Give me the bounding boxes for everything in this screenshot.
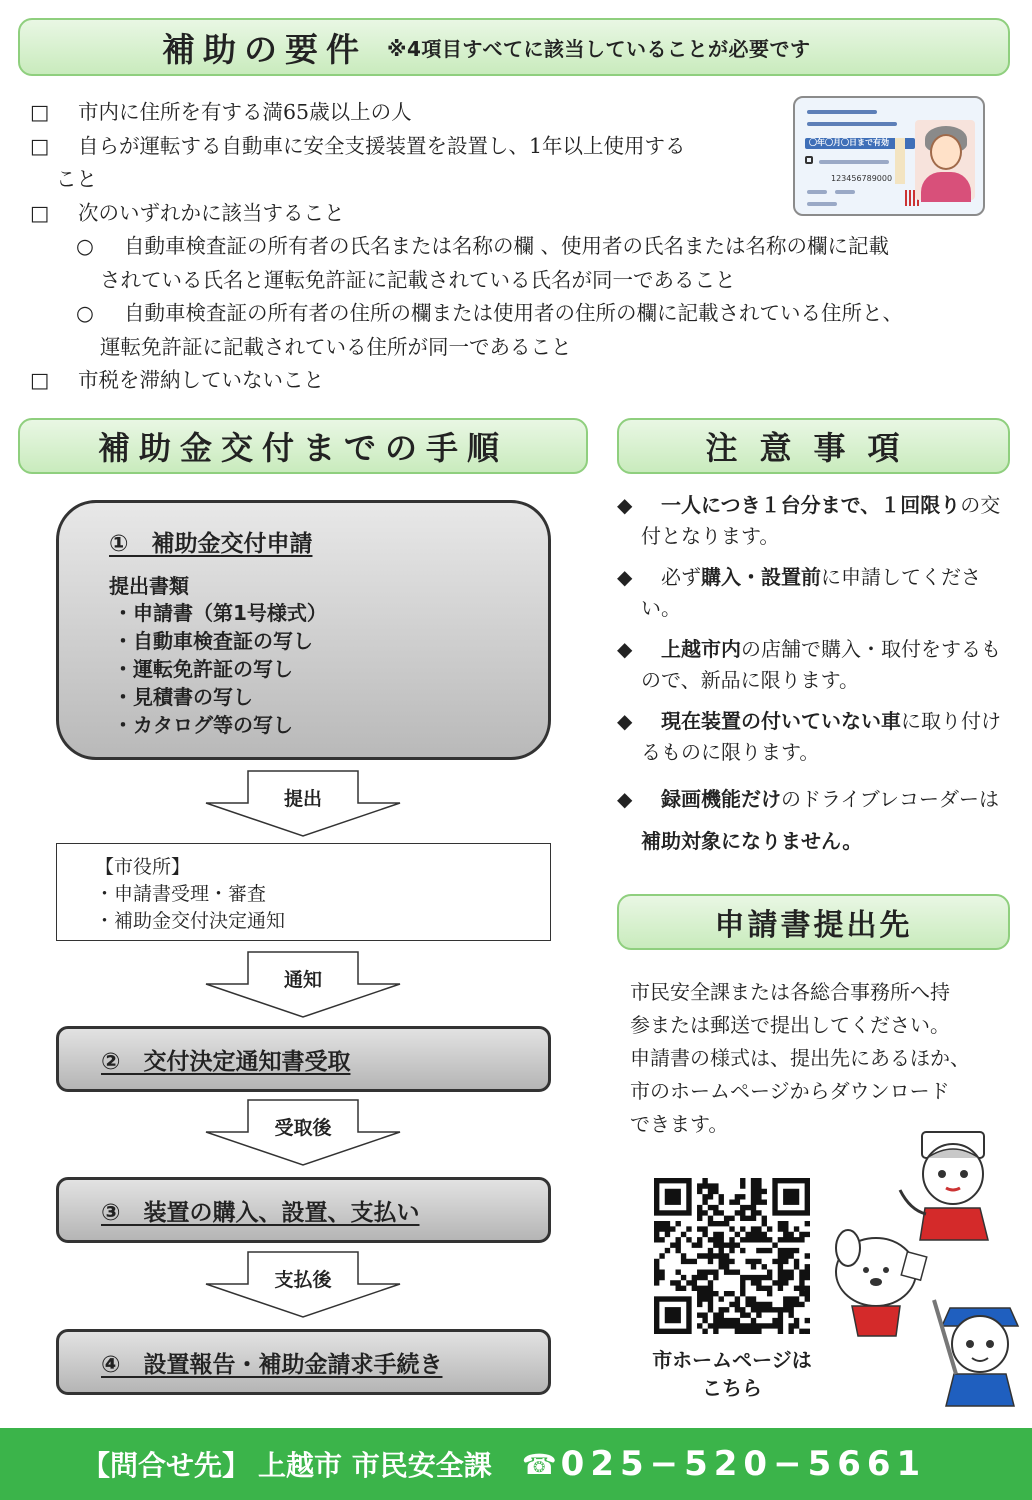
submission-title: 申請書提出先	[714, 908, 913, 943]
circle-symbol: ○	[76, 234, 94, 258]
step-4-report	[56, 1329, 551, 1395]
arrow-label: 支払後	[274, 1269, 332, 1291]
white-dog-mascot-icon	[836, 1230, 927, 1336]
requirement-subitem-1: ○ 自動車検査証の所有者の氏名または名称の欄 、使用者の氏名または名称の欄に記載	[30, 230, 1010, 264]
license-date: 〇年〇月〇日まで有効	[809, 138, 889, 147]
notes-banner	[617, 418, 1010, 474]
step-3-title: ③ 装置の購入、設置、支払い	[101, 1199, 420, 1226]
step-2-receive	[56, 1026, 551, 1092]
requirement-item-3: □ 次のいずれかに該当すること	[30, 197, 1010, 231]
drivers-license-illustration	[793, 96, 985, 216]
checkbox-symbol: □	[30, 368, 50, 392]
doc-item: ・申請書（第1号様式）	[113, 601, 327, 625]
contact-footer	[0, 1428, 1032, 1500]
license-number: 123456789000	[831, 174, 893, 183]
submission-text: 市民安全課または各総合事務所へ持 参または郵送で提出してください。 申請書の様式は、提出先にあるほか、 市のホームページからダウンロード できます。	[630, 980, 970, 1136]
requirements-title: 補助の要件	[162, 29, 367, 69]
note-item-5: ◆ 録画機能だけのドライブレコーダーは補助対象になりません。	[617, 778, 1017, 862]
doc-item: ・自動車検査証の写し	[113, 629, 313, 653]
requirement-item-4: □ 市税を滞納していないこと	[30, 364, 1010, 398]
procedure-banner	[18, 418, 588, 474]
arrow-label: 通知	[283, 969, 322, 991]
arrow-notify	[204, 951, 402, 1019]
step-1-title: ① 補助金交付申請	[109, 531, 313, 557]
requirement-item-2-cont: こと	[56, 167, 97, 191]
requirement-subitem-1-cont: されている氏名と運転免許証に記載されている氏名が同一であること	[100, 267, 736, 292]
requirements-note: ※4項目すべてに該当していることが必要です	[387, 36, 811, 61]
contact-organization: 上越市 市民安全課	[258, 1449, 492, 1482]
requirement-item-2: □ 自らが運転する自動車に安全支援装置を設置し、1年以上使用する	[30, 130, 1010, 164]
contact-label: 【問合せ先】	[82, 1449, 251, 1482]
arrow-label: 受取後	[274, 1117, 332, 1139]
step-2-title: ② 交付決定通知書受取	[101, 1048, 351, 1075]
arrow-label: 提出	[283, 788, 322, 810]
mascot-characters-illustration	[830, 1130, 1030, 1410]
blue-samurai-mascot-icon	[934, 1300, 1018, 1406]
requirement-item-1: □ 市内に住所を有する満65歳以上の人	[30, 96, 1010, 130]
submission-banner	[617, 894, 1010, 950]
diamond-bullet-icon: ◆	[617, 709, 633, 733]
diamond-bullet-icon: ◆	[617, 787, 633, 811]
note-item-2: ◆ 必ず購入・設置前に申請してください。	[617, 562, 1017, 624]
checkbox-symbol: □	[30, 100, 50, 124]
step-1-application	[56, 500, 551, 760]
phone-icon: ☎	[521, 1447, 557, 1481]
office-line: ・補助金交付決定通知	[95, 910, 286, 932]
step-3-purchase	[56, 1177, 551, 1243]
red-samurai-mascot-icon	[900, 1132, 988, 1240]
requirements-banner	[18, 18, 1010, 76]
doc-item: ・見積書の写し	[113, 685, 253, 709]
docs-heading: 提出書類	[109, 574, 189, 598]
circle-symbol: ○	[76, 301, 94, 325]
notes-list	[617, 490, 1017, 872]
requirement-subitem-2-cont: 運転免許証に記載されている住所が同一であること	[100, 334, 572, 359]
checkbox-symbol: □	[30, 133, 50, 158]
doc-item: ・カタログ等の写し	[113, 713, 293, 737]
procedure-title: 補助金交付までの手順	[97, 429, 508, 467]
step-4-title: ④ 設置報告・補助金請求手続き	[101, 1351, 443, 1378]
contact-phone[interactable]: 025−520−5661	[560, 1444, 927, 1484]
diamond-bullet-icon: ◆	[617, 637, 633, 661]
diamond-bullet-icon: ◆	[617, 493, 633, 517]
qr-code-icon[interactable]	[654, 1178, 810, 1334]
city-office-box	[56, 843, 551, 941]
note-item-4: ◆ 現在装置の付いていない車に取り付けるものに限ります。	[617, 706, 1017, 768]
qr-label: 市ホームページは こちら	[652, 1348, 812, 1400]
license-photo-icon	[915, 120, 975, 200]
office-heading: 【市役所】	[95, 856, 191, 878]
diamond-bullet-icon: ◆	[617, 565, 633, 589]
arrow-after-payment	[204, 1251, 402, 1319]
checkbox-symbol: □	[30, 200, 50, 225]
note-item-1: ◆ 一人につき１台分まで、１回限りの交付となります。	[617, 490, 1017, 552]
arrow-submit	[204, 770, 402, 838]
arrow-after-receipt	[204, 1099, 402, 1167]
note-item-3: ◆ 上越市内の店舗で購入・取付をするもので、新品に限ります。	[617, 634, 1017, 696]
office-line: ・申請書受理・審査	[95, 883, 267, 905]
doc-item: ・運転免許証の写し	[113, 657, 293, 681]
requirement-subitem-2: ○ 自動車検査証の所有者の住所の欄または使用者の住所の欄に記載されている住所と、	[30, 297, 1010, 331]
notes-title: 注意事項	[705, 429, 922, 467]
